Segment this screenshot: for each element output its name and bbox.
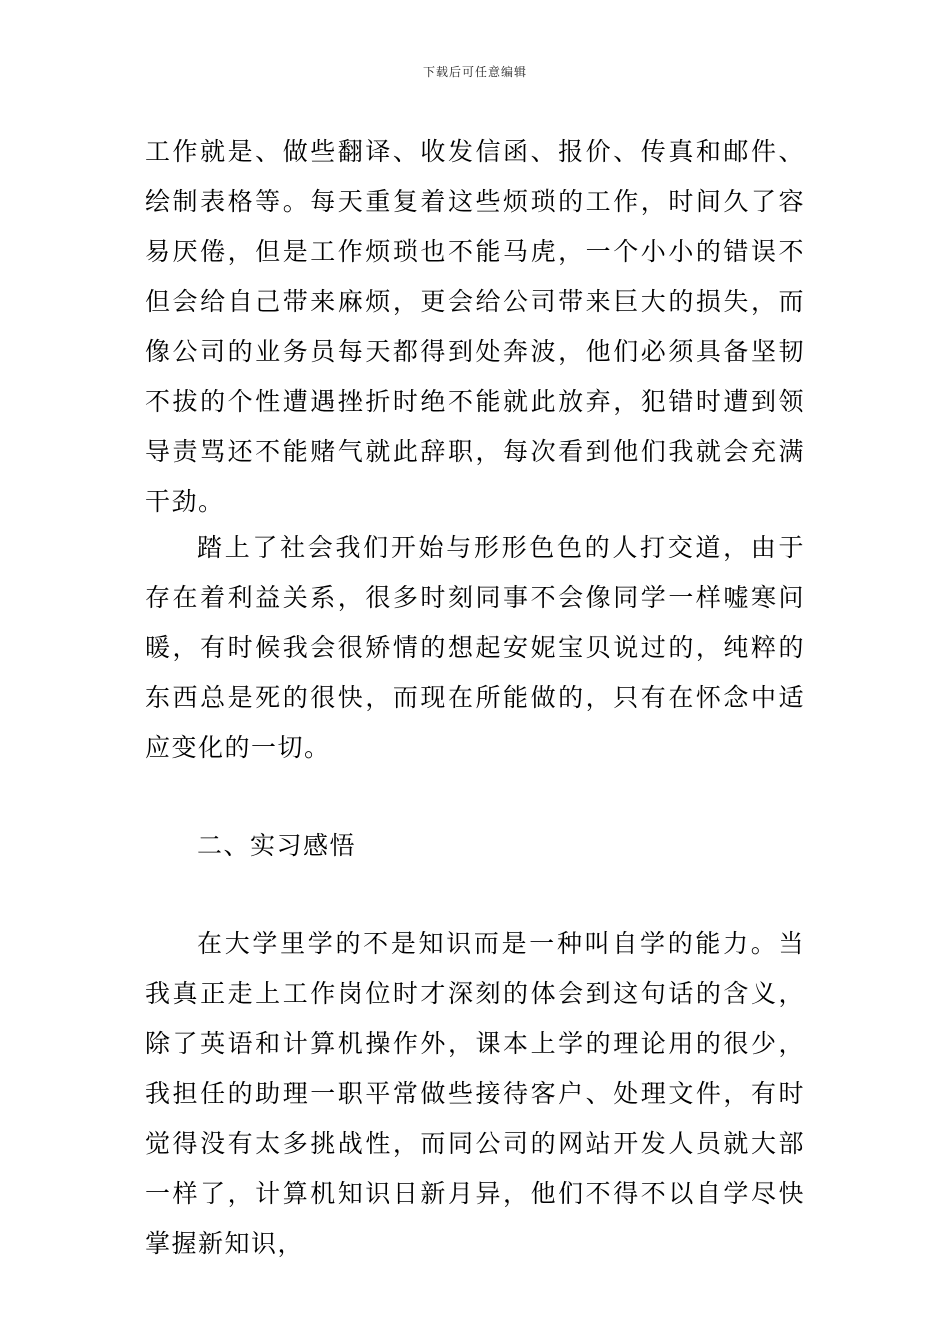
- section-heading: 二、实习感悟: [197, 831, 357, 860]
- paragraph-work-duties: 工作就是、做些翻译、收发信函、报价、传真和邮件、绘制表格等。每天重复着这些烦琐的工作，时间久了容易厌倦，但是工作烦琐也不能马虎，一个小小的错误不但会给自己带来麻烦，更会给公司带来巨大的损失，而像公司的业务员每天都得到处奔波，他们必须具备坚韧不拔的个性遭遇挫折时绝不能就此放弃，犯错时遭到领导责骂还不能赌气就此辞职，每次看到他们我就会充满干劲。: [145, 137, 805, 516]
- paragraph-social-relations: 踏上了社会我们开始与形形色色的人打交道，由于存在着利益关系，很多时刻同事不会像同学一样嘘寒问暖，有时候我会很矫情的想起安妮宝贝说过的，纯粹的东西总是死的很快，而现在所能做的，只有在怀念中适应变化的一切。: [145, 533, 805, 762]
- paragraph-self-learning: 在大学里学的不是知识而是一种叫自学的能力。当我真正走上工作岗位时才深刻的体会到这句话的含义，除了英语和计算机操作外，课本上学的理论用的很少，我担任的助理一职平常做些接待客户、处理文件，有时觉得没有太多挑战性，而同公司的网站开发人员就大部一样了，计算机知识日新月异，他们不得不以自学尽快掌握新知识，: [145, 929, 805, 1258]
- page-header-note: 下载后可任意编辑: [422, 65, 527, 79]
